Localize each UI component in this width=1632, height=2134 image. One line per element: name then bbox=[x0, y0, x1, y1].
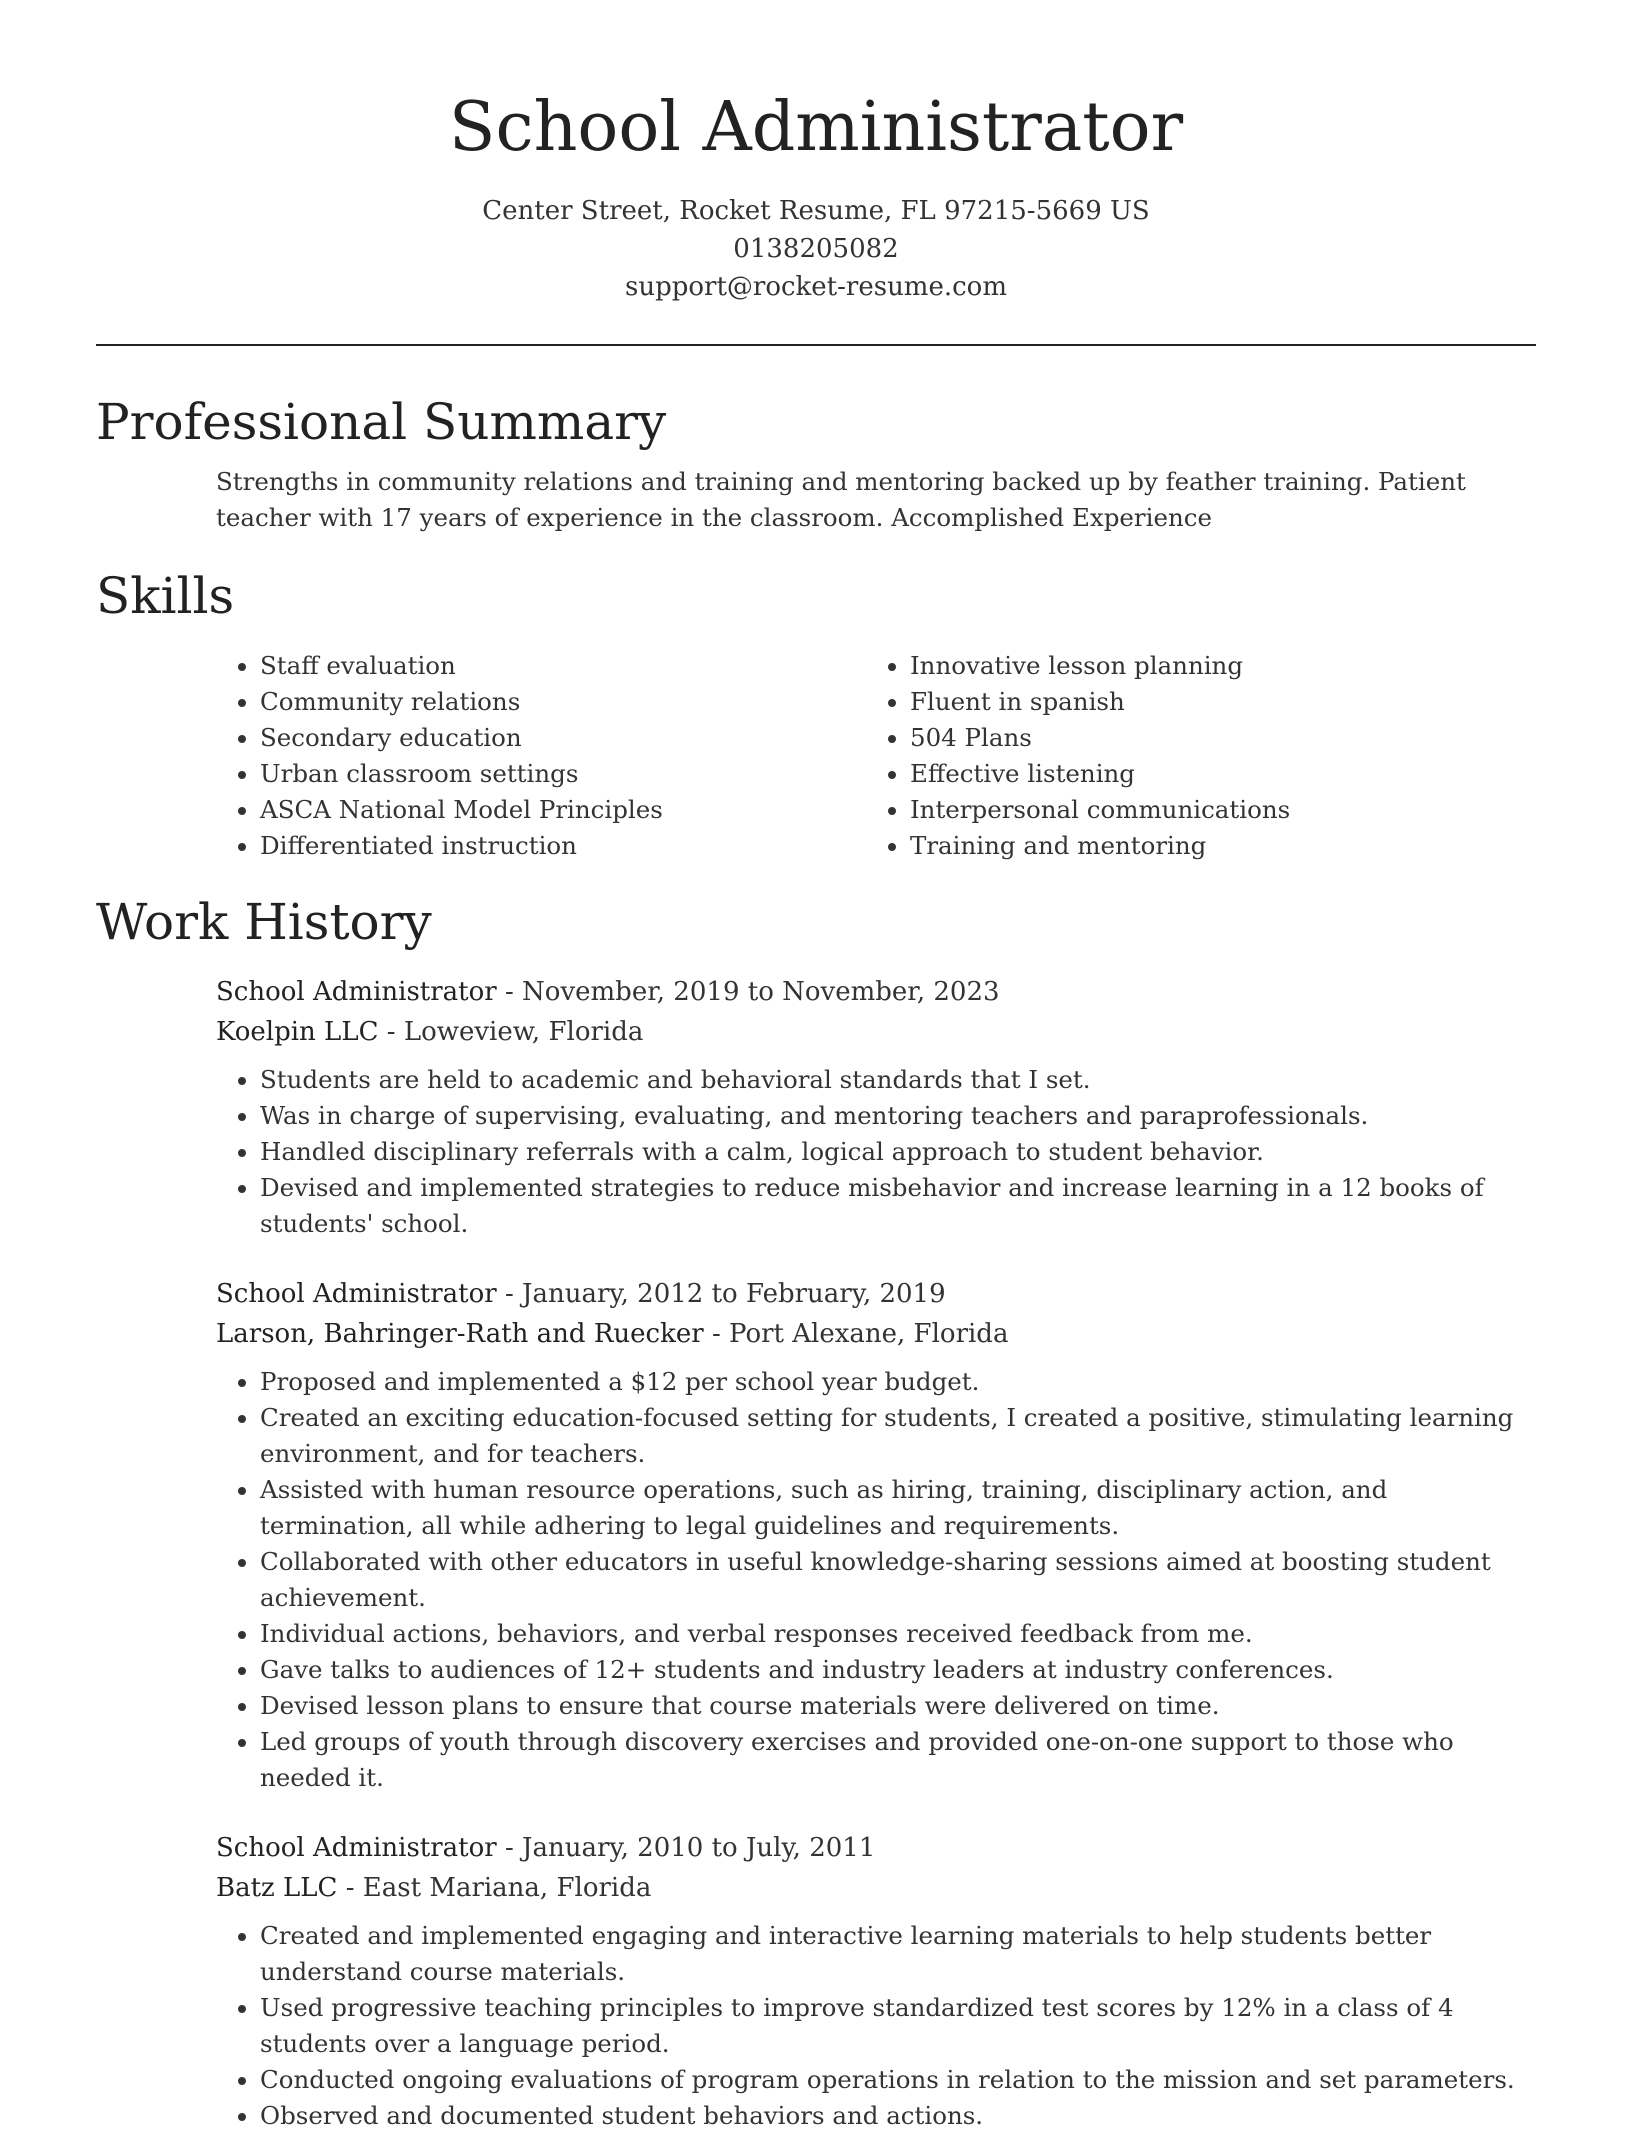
job-bullet: • Created an exciting education-focused setting for students, I created a positive, stimulating learning environment, and for teachers. bbox=[260, 1400, 1536, 1472]
job-company-line: Larson, Bahringer-Rath and Ruecker - Port Alexane, Florida bbox=[216, 1319, 1009, 1349]
phone-text: 0138205082 bbox=[733, 234, 899, 264]
job-company: Larson, Bahringer-Rath and Ruecker bbox=[216, 1319, 704, 1349]
skill-item: • Secondary education bbox=[260, 720, 866, 756]
job-bullet: • Assisted with human resource operations, such as hiring, training, disciplinary action, and termination, all while adhering to legal guidelines and requirements. bbox=[260, 1472, 1536, 1544]
summary-text: Strengths in community relations and training and mentoring backed up by feather training. Patient teacher with 17 years of experience in the classroom. Accomplished Experience bbox=[216, 467, 1466, 532]
skills-list-right bbox=[866, 648, 1516, 864]
skill-item: • ASCA National Model Principles bbox=[260, 792, 866, 828]
skill-item: • Community relations bbox=[260, 684, 866, 720]
contact-info bbox=[0, 192, 1632, 306]
email-text: support@rocket-resume.com bbox=[624, 272, 1007, 302]
job-dates: November, 2019 to November, 2023 bbox=[522, 977, 1000, 1007]
job-bullet: • Devised and implemented strategies to reduce misbehavior and increase learning in a 12 books of students' school. bbox=[260, 1170, 1536, 1242]
job-bullet: • Created and implemented engaging and interactive learning materials to help students better understand course materials. bbox=[260, 1918, 1536, 1990]
job-location: East Mariana, Florida bbox=[362, 1873, 652, 1903]
job-bullets bbox=[216, 1364, 1536, 1796]
job-bullet: • Conducted ongoing evaluations of program operations in relation to the mission and set parameters. bbox=[260, 2062, 1536, 2098]
skill-item: • 504 Plans bbox=[910, 720, 1516, 756]
job-company-line: Koelpin LLC - Loweview, Florida bbox=[216, 1017, 644, 1047]
job-company: Batz LLC bbox=[216, 1873, 338, 1903]
skill-item: • Staff evaluation bbox=[260, 648, 866, 684]
job-company: Koelpin LLC bbox=[216, 1017, 379, 1047]
job-role: School Administrator bbox=[216, 1833, 497, 1863]
skills-heading: Skills bbox=[96, 567, 235, 625]
work-heading: Work History bbox=[96, 893, 432, 951]
job-bullet: • Was in charge of supervising, evaluating, and mentoring teachers and paraprofessionals. bbox=[260, 1098, 1536, 1134]
job-role: School Administrator bbox=[216, 1279, 497, 1309]
skills-columns bbox=[216, 648, 1536, 864]
job-bullet: • Individual actions, behaviors, and verbal responses received feedback from me. bbox=[260, 1616, 1536, 1652]
candidate-name: School Administrator bbox=[448, 88, 1184, 167]
skill-item: • Training and mentoring bbox=[910, 828, 1516, 864]
resume-header bbox=[0, 0, 1632, 306]
skill-item: • Interpersonal communications bbox=[910, 792, 1516, 828]
job-bullet: • Used progressive teaching principles to improve standardized test scores by 12% in a class of 4 students over a language period. bbox=[260, 1990, 1536, 2062]
job-role: School Administrator bbox=[216, 977, 497, 1007]
job-bullet: • Handled disciplinary referrals with a calm, logical approach to student behavior. bbox=[260, 1134, 1536, 1170]
job-bullet: • Observed and documented student behaviors and actions. bbox=[260, 2098, 1536, 2134]
job-bullet: • Collaborated with other educators in useful knowledge-sharing sessions aimed at boosting student achievement. bbox=[260, 1544, 1536, 1616]
job-bullets bbox=[216, 1062, 1536, 1242]
work-section bbox=[96, 890, 1536, 2134]
job-dates: January, 2012 to February, 2019 bbox=[522, 1279, 946, 1309]
job-dates: January, 2010 to July, 2011 bbox=[522, 1833, 876, 1863]
skill-item: • Innovative lesson planning bbox=[910, 648, 1516, 684]
job-bullet: • Devised lesson plans to ensure that course materials were delivered on time. bbox=[260, 1688, 1536, 1724]
summary-section bbox=[96, 390, 1536, 536]
skills-section bbox=[96, 564, 1536, 864]
skill-item: • Differentiated instruction bbox=[260, 828, 866, 864]
skill-item: • Fluent in spanish bbox=[910, 684, 1516, 720]
job-title-line: School Administrator - January, 2010 to July, 2011 bbox=[216, 1833, 876, 1863]
skill-item: • Effective listening bbox=[910, 756, 1516, 792]
job-location: Loweview, Florida bbox=[403, 1017, 644, 1047]
job-title-line: School Administrator - January, 2012 to February, 2019 bbox=[216, 1279, 946, 1309]
job-bullet: • Gave talks to audiences of 12+ students and industry leaders at industry conferences. bbox=[260, 1652, 1536, 1688]
job-title-line: School Administrator - November, 2019 to November, 2023 bbox=[216, 977, 1000, 1007]
job-bullets bbox=[216, 1918, 1536, 2134]
job-bullet: • Proposed and implemented a $12 per school year budget. bbox=[260, 1364, 1536, 1400]
job-company-line: Batz LLC - East Mariana, Florida bbox=[216, 1873, 652, 1903]
address-text: Center Street, Rocket Resume, FL 97215-5669 US bbox=[482, 196, 1150, 226]
header-divider bbox=[96, 344, 1536, 346]
job-bullet: • Students are held to academic and behavioral standards that I set. bbox=[260, 1062, 1536, 1098]
job-entry bbox=[216, 972, 1536, 1242]
job-entry bbox=[216, 1274, 1536, 1796]
job-location: Port Alexane, Florida bbox=[729, 1319, 1009, 1349]
skills-list-left bbox=[216, 648, 866, 864]
skill-item: • Urban classroom settings bbox=[260, 756, 866, 792]
job-bullet: • Led groups of youth through discovery exercises and provided one-on-one support to those who needed it. bbox=[260, 1724, 1536, 1796]
job-entry bbox=[216, 1828, 1536, 2134]
summary-heading: Professional Summary bbox=[96, 393, 667, 451]
